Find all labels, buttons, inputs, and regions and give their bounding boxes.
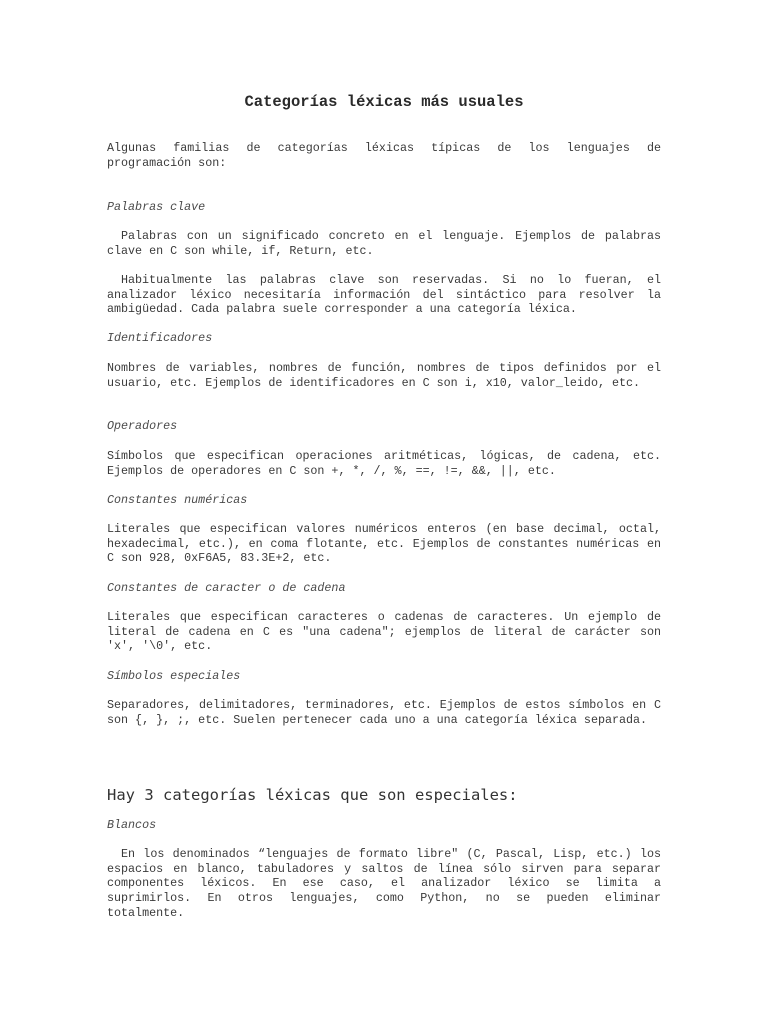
special-categories-heading: Hay 3 categorías léxicas que son especiales: bbox=[107, 786, 518, 804]
intro-paragraph: Algunas familias de categorías léxicas típicas de los lenguajes de programación son: bbox=[107, 141, 661, 170]
paragraph-constantes-numericas: Literales que especifican valores numéricos enteros (en base decimal, octal, hexadecimal, etc.), en coma flotante, etc. Ejemplos de constantes numéricas en C son 928, 0xF6A5, 83.3E+2, etc. bbox=[107, 522, 661, 566]
paragraph-simbolos-especiales: Separadores, delimitadores, terminadores, etc. Ejemplos de estos símbolos en C son {, }, ;, etc. Suelen pertenecer cada uno a una categoría léxica separada. bbox=[107, 698, 661, 727]
paragraph-palabras-clave-2: Habitualmente las palabras clave son reservadas. Si no lo fueran, el analizador léxico necesitaría información del sintáctico para resolver la ambigüedad. Cada palabra suele corresponder a una categoría léxica. bbox=[107, 273, 661, 317]
section-heading-constantes-numericas: Constantes numéricas bbox=[107, 493, 248, 507]
section-heading-identificadores: Identificadores bbox=[107, 331, 213, 345]
page-title: Categorías léxicas más usuales bbox=[244, 93, 524, 111]
paragraph-operadores: Símbolos que especifican operaciones aritméticas, lógicas, de cadena, etc. Ejemplos de operadores en C son +, *, /, %, ==, !=, &&, ||, etc. bbox=[107, 449, 661, 478]
section-heading-simbolos-especiales: Símbolos especiales bbox=[107, 669, 241, 683]
section-heading-operadores: Operadores bbox=[107, 419, 178, 433]
paragraph-identificadores: Nombres de variables, nombres de función, nombres de tipos definidos por el usuario, etc. Ejemplos de identificadores en C son i, x10, valor_leido, etc. bbox=[107, 361, 661, 390]
paragraph-blancos: En los denominados “lenguajes de formato libre" (C, Pascal, Lisp, etc.) los espacios en blanco, tabuladores y saltos de línea sólo sirven para separar componentes léxicos. En ese caso, el analizador léxico se limita a suprimirlos. En otros lenguajes, como Python, no se pueden eliminar totalmente. bbox=[107, 847, 661, 920]
paragraph-constantes-caracter: Literales que especifican caracteres o cadenas de caracteres. Un ejemplo de literal de cadena en C es "una cadena"; ejemplos de literal de carácter son 'x', '\0', etc. bbox=[107, 610, 661, 654]
section-heading-palabras-clave: Palabras clave bbox=[107, 200, 206, 214]
section-heading-constantes-caracter: Constantes de caracter o de cadena bbox=[107, 581, 346, 595]
section-heading-blancos: Blancos bbox=[107, 818, 157, 832]
paragraph-palabras-clave-1: Palabras con un significado concreto en el lenguaje. Ejemplos de palabras clave en C son while, if, Return, etc. bbox=[107, 229, 661, 258]
